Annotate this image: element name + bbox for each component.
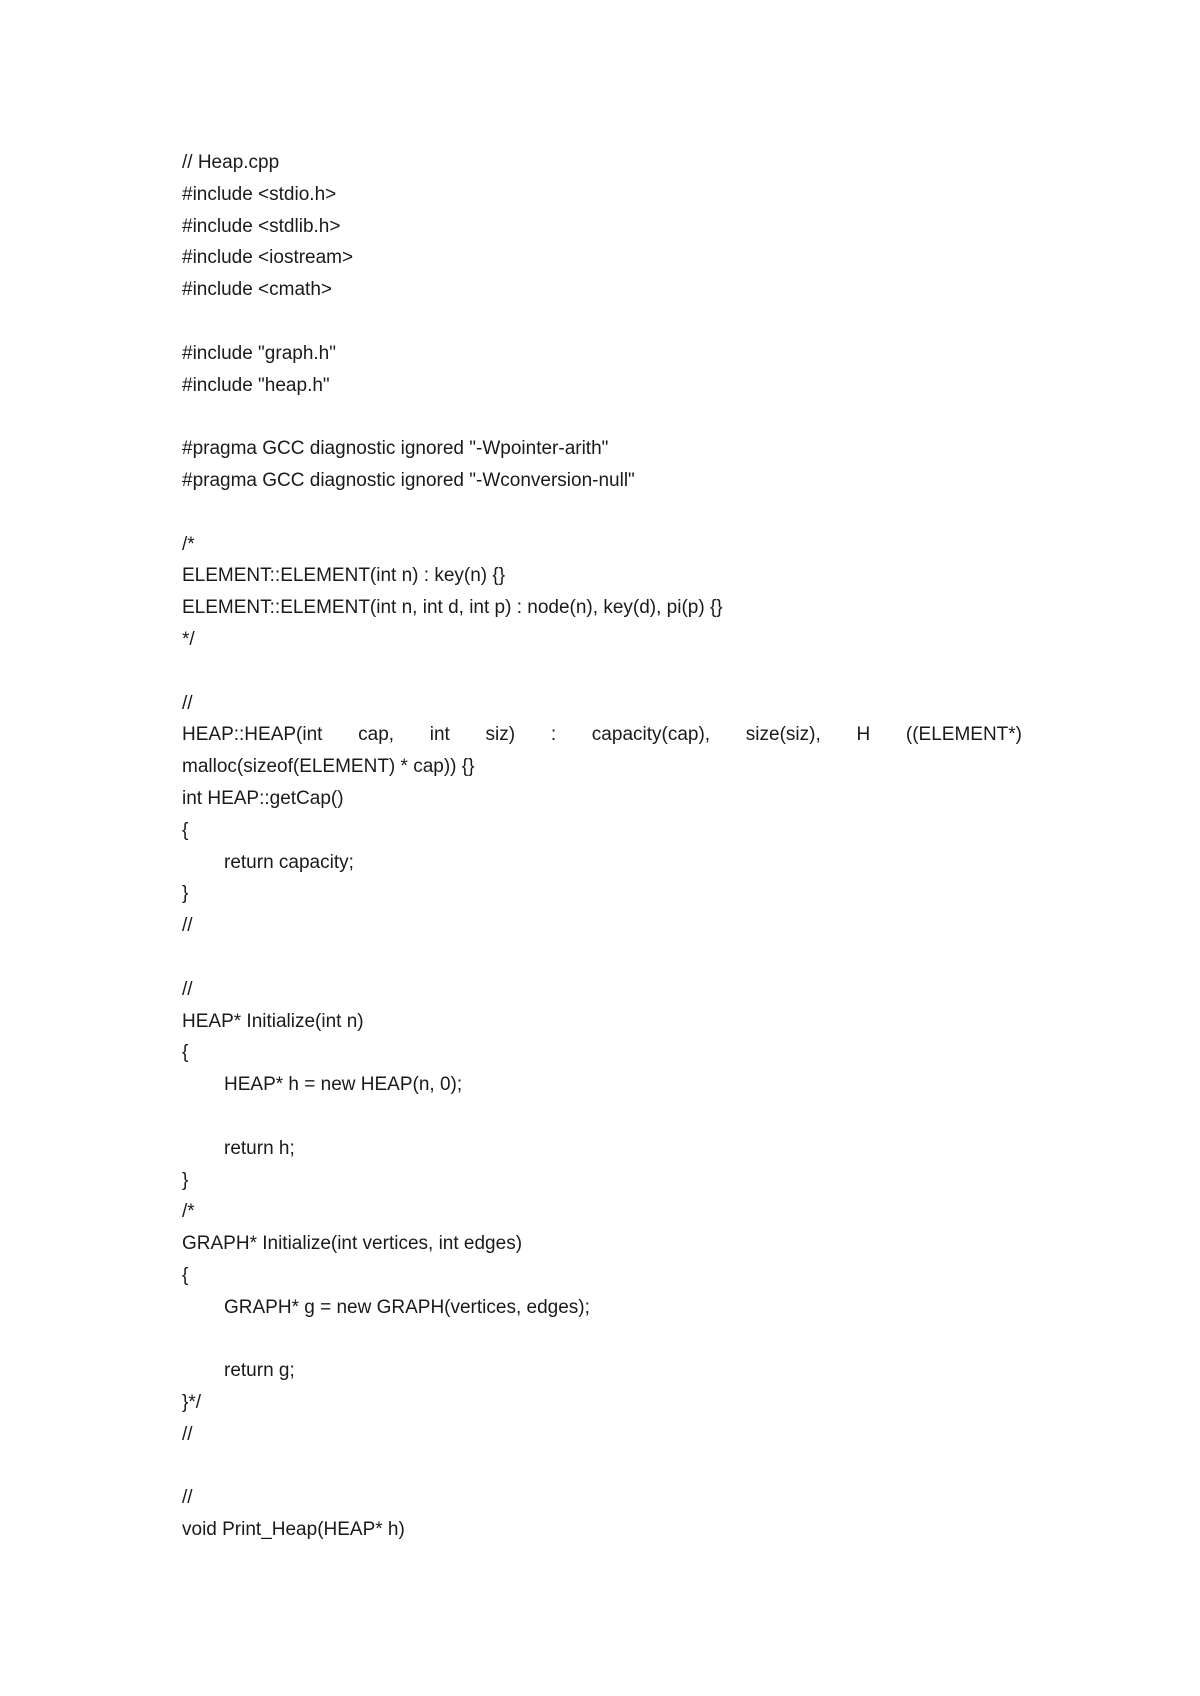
comment-line: // — [182, 1423, 193, 1445]
code-line: HEAP* Initialize(int n) — [182, 1010, 364, 1032]
blank-line — [182, 1101, 1022, 1133]
blank-line — [182, 1451, 1022, 1483]
code-listing — [182, 147, 1022, 1546]
include-line: #include <stdlib.h> — [182, 215, 341, 237]
include-line: #include <iostream> — [182, 247, 354, 269]
code-line: void Print_Heap(HEAP* h) — [182, 1519, 405, 1541]
code-line: GRAPH* Initialize(int vertices, int edges) — [182, 1233, 523, 1255]
blank-line — [182, 401, 1022, 433]
include-line: #include <cmath> — [182, 279, 332, 301]
code-line: malloc(sizeof(ELEMENT) * cap)) {} — [182, 756, 475, 778]
code-line: return capacity; — [224, 851, 354, 873]
code-line: { — [182, 1042, 189, 1064]
blank-line — [182, 497, 1022, 529]
blank-line — [182, 656, 1022, 688]
comment-line: // — [182, 692, 193, 714]
blank-line — [182, 942, 1022, 974]
code-line: return g; — [224, 1360, 295, 1382]
code-line: ELEMENT::ELEMENT(int n, int d, int p) : node(n), key(d), pi(p) {} — [182, 597, 723, 619]
blank-line — [182, 1323, 1022, 1355]
include-line: #include <stdio.h> — [182, 183, 337, 205]
blank-line — [182, 306, 1022, 338]
code-line: } — [182, 1169, 189, 1191]
pragma-line: #pragma GCC diagnostic ignored "-Wpointer-arith" — [182, 438, 609, 460]
comment-line: /* — [182, 533, 195, 555]
code-line: GRAPH* g = new GRAPH(vertices, edges); — [224, 1296, 590, 1318]
comment-line: }*/ — [182, 1392, 202, 1414]
code-line: HEAP::HEAP(int cap, int siz) : capacity(cap), size(siz), H ((ELEMENT*) — [182, 724, 1022, 746]
include-line: #include "heap.h" — [182, 374, 330, 396]
comment-line: // — [182, 978, 193, 1000]
comment-line: // — [182, 1487, 193, 1509]
code-line: HEAP* h = new HEAP(n, 0); — [224, 1074, 463, 1096]
comment-line: /* — [182, 1201, 195, 1223]
code-line: return h; — [224, 1137, 295, 1159]
comment-line: */ — [182, 628, 195, 650]
comment-line: // Heap.cpp — [182, 152, 280, 173]
code-line: { — [182, 819, 189, 841]
code-line: } — [182, 883, 189, 905]
code-line: { — [182, 1264, 189, 1286]
comment-line: // — [182, 915, 193, 937]
include-line: #include "graph.h" — [182, 342, 336, 364]
pragma-line: #pragma GCC diagnostic ignored "-Wconversion-null" — [182, 469, 635, 491]
code-line: int HEAP::getCap() — [182, 787, 344, 809]
code-line: ELEMENT::ELEMENT(int n) : key(n) {} — [182, 565, 506, 587]
